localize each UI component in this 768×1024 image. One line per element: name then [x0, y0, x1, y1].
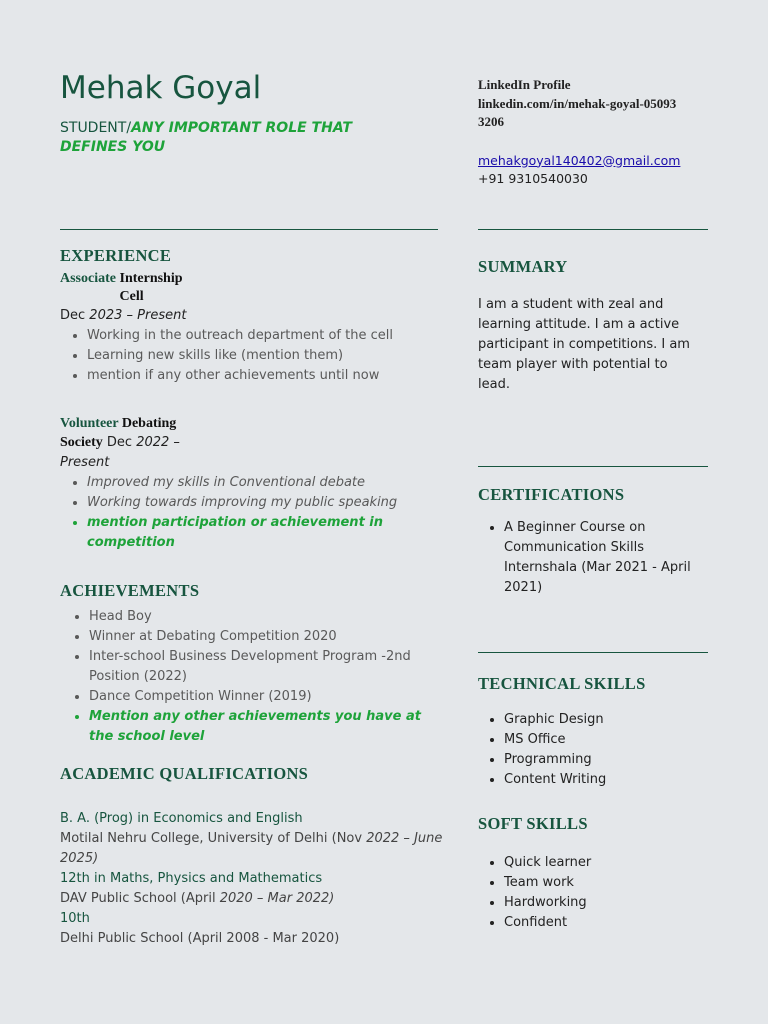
job2-bullets: [60, 473, 440, 553]
job1-title: [60, 270, 440, 306]
list-item: • Team work: [504, 873, 719, 893]
job2-date-rest: 2022 –: [136, 435, 180, 450]
achievements-heading: ACHIEVEMENTS: [60, 581, 200, 600]
experience-job-1: [60, 270, 440, 386]
summary-text: I am a student with zeal and learning attitude. I am a active participant in competitions. I am team player with potential to lead.: [478, 297, 690, 392]
list-item: • mention participation or achievement in competition: [87, 513, 387, 553]
technical-skills-list: [478, 710, 719, 790]
job2-role: Volunteer: [60, 416, 119, 431]
divider-right-3: [478, 652, 708, 653]
phone-number: +91 9310540030: [478, 171, 588, 186]
experience-heading: EXPERIENCE: [60, 246, 172, 265]
role-emphasis: ANY IMPORTANT ROLE THAT DEFINES YOU: [60, 120, 352, 155]
job1-date-start: Dec: [60, 308, 86, 323]
list-item: • Graphic Design: [504, 710, 719, 730]
list-item: • Mention any other achievements you have at the school level: [89, 707, 429, 747]
role-plain: STUDENT/: [60, 120, 132, 136]
technical-skills-heading: TECHNICAL SKILLS: [478, 674, 646, 693]
list-item: • Content Writing: [504, 770, 719, 790]
job2-org-line1: Debating: [121, 416, 177, 431]
list-item: • Winner at Debating Competition 2020: [89, 627, 449, 647]
soft-skills-heading: SOFT SKILLS: [478, 814, 588, 833]
achievements-list: [62, 607, 449, 747]
list-item: • Improved my skills in Conventional debate: [87, 473, 440, 493]
list-item: • Head Boy: [89, 607, 449, 627]
experience-job-2: [60, 415, 440, 553]
summary-heading: SUMMARY: [478, 257, 568, 276]
list-item: • mention if any other achievements until now: [87, 366, 440, 386]
job2-date-start: Dec: [106, 435, 133, 450]
resume-name: Mehak Goyal: [60, 70, 262, 106]
job2-date: [60, 433, 440, 453]
linkedin-label: LinkedIn Profile: [478, 77, 571, 92]
list-item: • Inter-school Business Development Program -2nd Position (2022): [89, 647, 449, 687]
role-title: [60, 119, 390, 157]
divider-left: [60, 229, 438, 230]
edu-detail: [60, 829, 455, 869]
edu-detail-italic: 2020 – Mar 2022): [219, 891, 335, 906]
edu-detail-text: DAV Public School (April: [60, 891, 216, 906]
job1-role: Associate: [60, 271, 116, 286]
academics-heading: ACADEMIC QUALIFICATIONS: [60, 764, 309, 783]
contact-block: [478, 76, 738, 189]
soft-skills-list: [478, 853, 719, 933]
academics-list: [60, 809, 455, 949]
job1-date: [60, 306, 440, 326]
edu-title: B. A. (Prog) in Economics and English: [60, 811, 303, 826]
divider-right-2: [478, 466, 708, 467]
divider-right-1: [478, 229, 708, 230]
list-item: • Dance Competition Winner (2019): [89, 687, 449, 707]
job1-bullets: [60, 326, 440, 386]
certifications-list: [478, 518, 719, 598]
list-item: • A Beginner Course on Communication Skills Internshala (Mar 2021 - April 2021): [504, 518, 719, 598]
edu-detail-text: Motilal Nehru College, University of Delhi (Nov: [60, 831, 363, 846]
list-item: • Hardworking: [504, 893, 719, 913]
job1-org: Internship Cell: [119, 271, 183, 304]
list-item: • Learning new skills like (mention them): [87, 346, 440, 366]
list-item: • Working towards improving my public speaking: [87, 493, 440, 513]
edu-title: 12th in Maths, Physics and Mathematics: [60, 871, 323, 886]
edu-detail: Delhi Public School (April 2008 - Mar 2020): [60, 931, 340, 946]
list-item: • Quick learner: [504, 853, 719, 873]
list-item: • MS Office: [504, 730, 719, 750]
linkedin-url[interactable]: linkedin.com/in/mehak-goyal-050933206: [478, 95, 677, 129]
list-item: • Programming: [504, 750, 719, 770]
edu-detail-italic: 2022 – June 2025): [60, 831, 443, 866]
list-item: • Confident: [504, 913, 719, 933]
job2-title: [60, 415, 440, 433]
list-item: • Working in the outreach department of the cell: [87, 326, 440, 346]
edu-detail: [60, 889, 455, 909]
certifications-heading: CERTIFICATIONS: [478, 485, 625, 504]
job1-date-rest: 2023 – Present: [89, 308, 187, 323]
job2-date-end: Present: [60, 455, 110, 470]
edu-title: 10th: [60, 911, 90, 926]
email-link[interactable]: mehakgoyal140402@gmail.com: [478, 152, 681, 168]
job2-org-line2: Society: [60, 435, 103, 450]
